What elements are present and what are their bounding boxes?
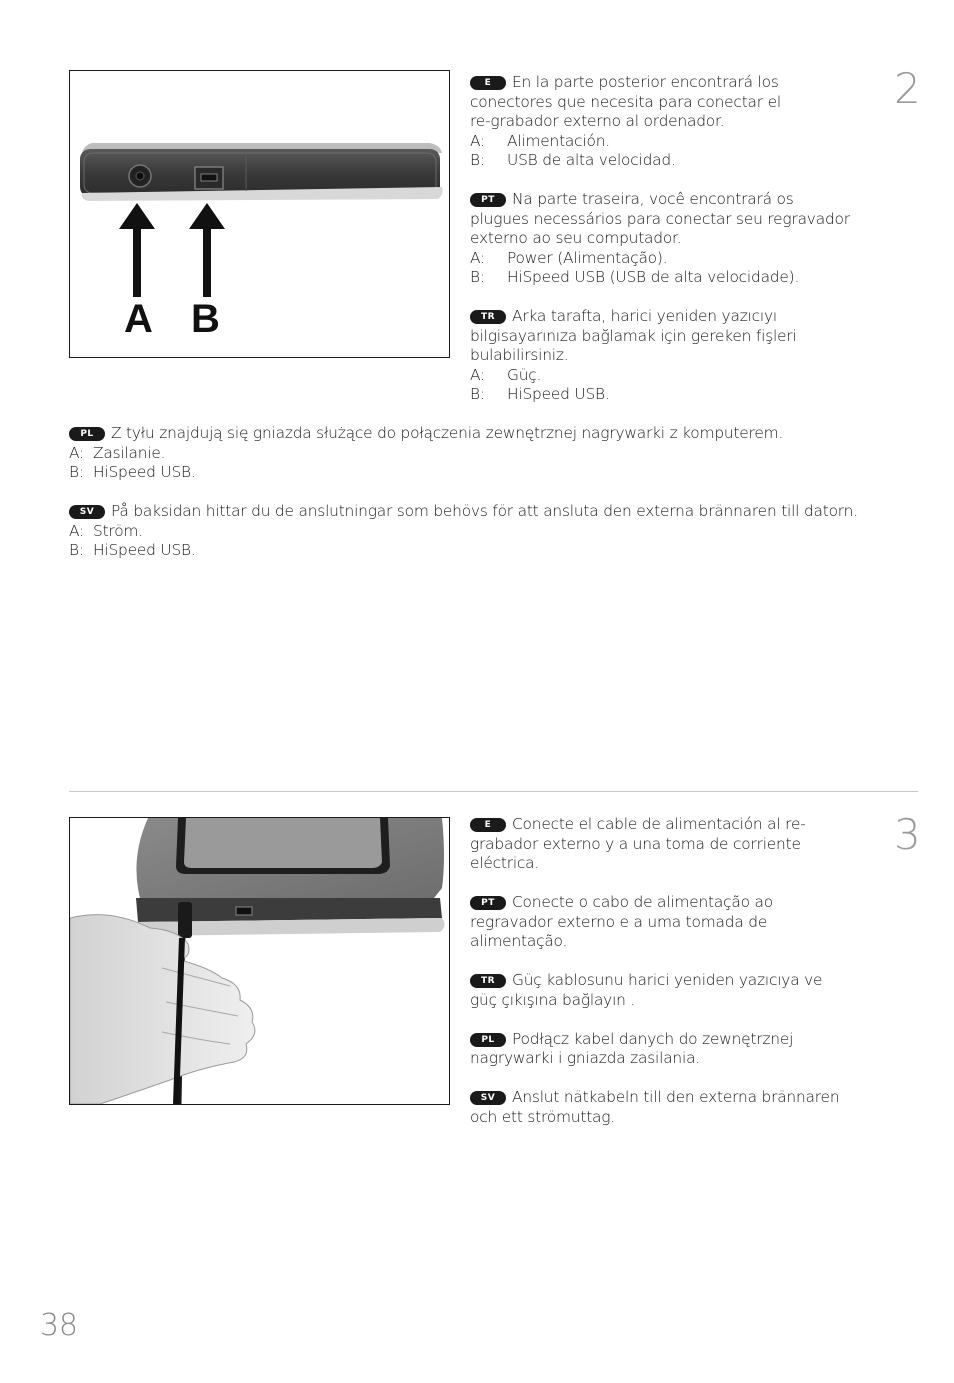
step3-block-pl [470, 1030, 870, 1069]
step2-figure [69, 70, 450, 358]
power-cable-photo [70, 818, 449, 1104]
page-number: 38 [40, 1308, 78, 1343]
step3-instructions [470, 815, 870, 1127]
text-line: bilgisayarınıza bağlamak için gereken fişleri [470, 326, 797, 345]
lang-badge-sv: SV [69, 505, 105, 519]
step2-block-e [470, 73, 870, 171]
text-line: eléctrica. [470, 854, 540, 872]
item-b: B: HiSpeed USB. [470, 385, 610, 403]
text-line: güç çıkışına bağlayın . [470, 990, 636, 1009]
step-number-3: 3 [894, 810, 921, 859]
step2-block-tr [470, 307, 870, 405]
step2-instructions [470, 73, 870, 405]
step2-block-pt [470, 190, 870, 288]
arrow-a-icon [119, 203, 155, 297]
text-line: Güç kablosunu harici yeniden yazıcıya ve [512, 971, 823, 989]
step3-block-e [470, 815, 870, 874]
lang-badge-e: E [470, 76, 506, 90]
text-line: bulabilirsiniz. [470, 346, 569, 364]
lang-badge-sv: SV [470, 1091, 506, 1105]
lang-badge-tr: TR [470, 310, 506, 324]
arrow-b-icon [189, 203, 225, 297]
item-a: A: Alimentación. [470, 131, 610, 150]
step2-block-pl [69, 424, 919, 483]
step2-wide-instructions [69, 424, 919, 561]
lang-badge-pt: PT [470, 193, 506, 207]
text-line: alimentação. [470, 932, 568, 950]
item-b: B: HiSpeed USB (USB de alta velocidade). [470, 268, 800, 286]
text-line: Na parte traseira, você encontrará os [512, 190, 794, 208]
lang-badge-e: E [470, 818, 506, 832]
text-line: Conecte o cabo de alimentação ao [512, 893, 773, 911]
step3-block-pt [470, 893, 870, 952]
text-line: plugues necessários para conectar seu regravador [470, 209, 850, 228]
text-line: En la parte posterior encontrará los [512, 73, 779, 91]
text-line: och ett strömuttag. [470, 1107, 615, 1126]
step2-block-sv [69, 502, 919, 561]
lang-badge-pt: PT [470, 896, 506, 910]
usb-port-icon [236, 907, 252, 915]
step3-block-sv [470, 1088, 870, 1127]
text-line: Conecte el cable de alimentación al re- [512, 815, 806, 833]
label-a: A [124, 297, 153, 341]
item-a: A: Güç. [470, 365, 542, 384]
text-line: externo ao seu computador. [470, 229, 682, 247]
text-line: Podłącz kabel danych do zewnętrznej [512, 1029, 794, 1048]
item-a: A: Zasilanie. [69, 443, 166, 462]
item-a: A: Power (Alimentação). [470, 248, 668, 267]
text-line: re-grabador externo al ordenador. [470, 112, 725, 130]
item-b: B: HiSpeed USB. [69, 541, 196, 559]
text-line: nagrywarki i gniazda zasilania. [470, 1049, 700, 1067]
label-b: B [191, 297, 220, 341]
step-number-2: 2 [894, 64, 921, 113]
section-divider [69, 791, 918, 792]
text-line: Anslut nätkabeln till den externa brännaren [512, 1088, 840, 1106]
lang-badge-tr: TR [470, 974, 506, 988]
text-line: På baksidan hittar du de anslutningar som behövs för att ansluta den externa brännaren till datorn. [111, 502, 858, 520]
item-b: B: USB de alta velocidad. [470, 151, 676, 169]
lang-badge-pl: PL [69, 427, 105, 441]
step3-block-tr [470, 971, 870, 1010]
item-a: A: Ström. [69, 521, 143, 540]
text-line: Arka tarafta, harici yeniden yazıcıyı [512, 307, 777, 325]
item-b: B: HiSpeed USB. [69, 463, 196, 481]
lang-badge-pl: PL [470, 1033, 506, 1047]
text-line: Z tyłu znajdują się gniazda służące do połączenia zewnętrznej nagrywarki z komputerem. [111, 424, 784, 442]
step3-figure [69, 817, 450, 1105]
text-line: regravador externo e a uma tomada de [470, 912, 768, 931]
text-line: grabador externo y a una toma de corriente [470, 834, 801, 853]
hand-icon [70, 915, 255, 1104]
text-line: conectores que necesita para conectar el [470, 92, 781, 111]
